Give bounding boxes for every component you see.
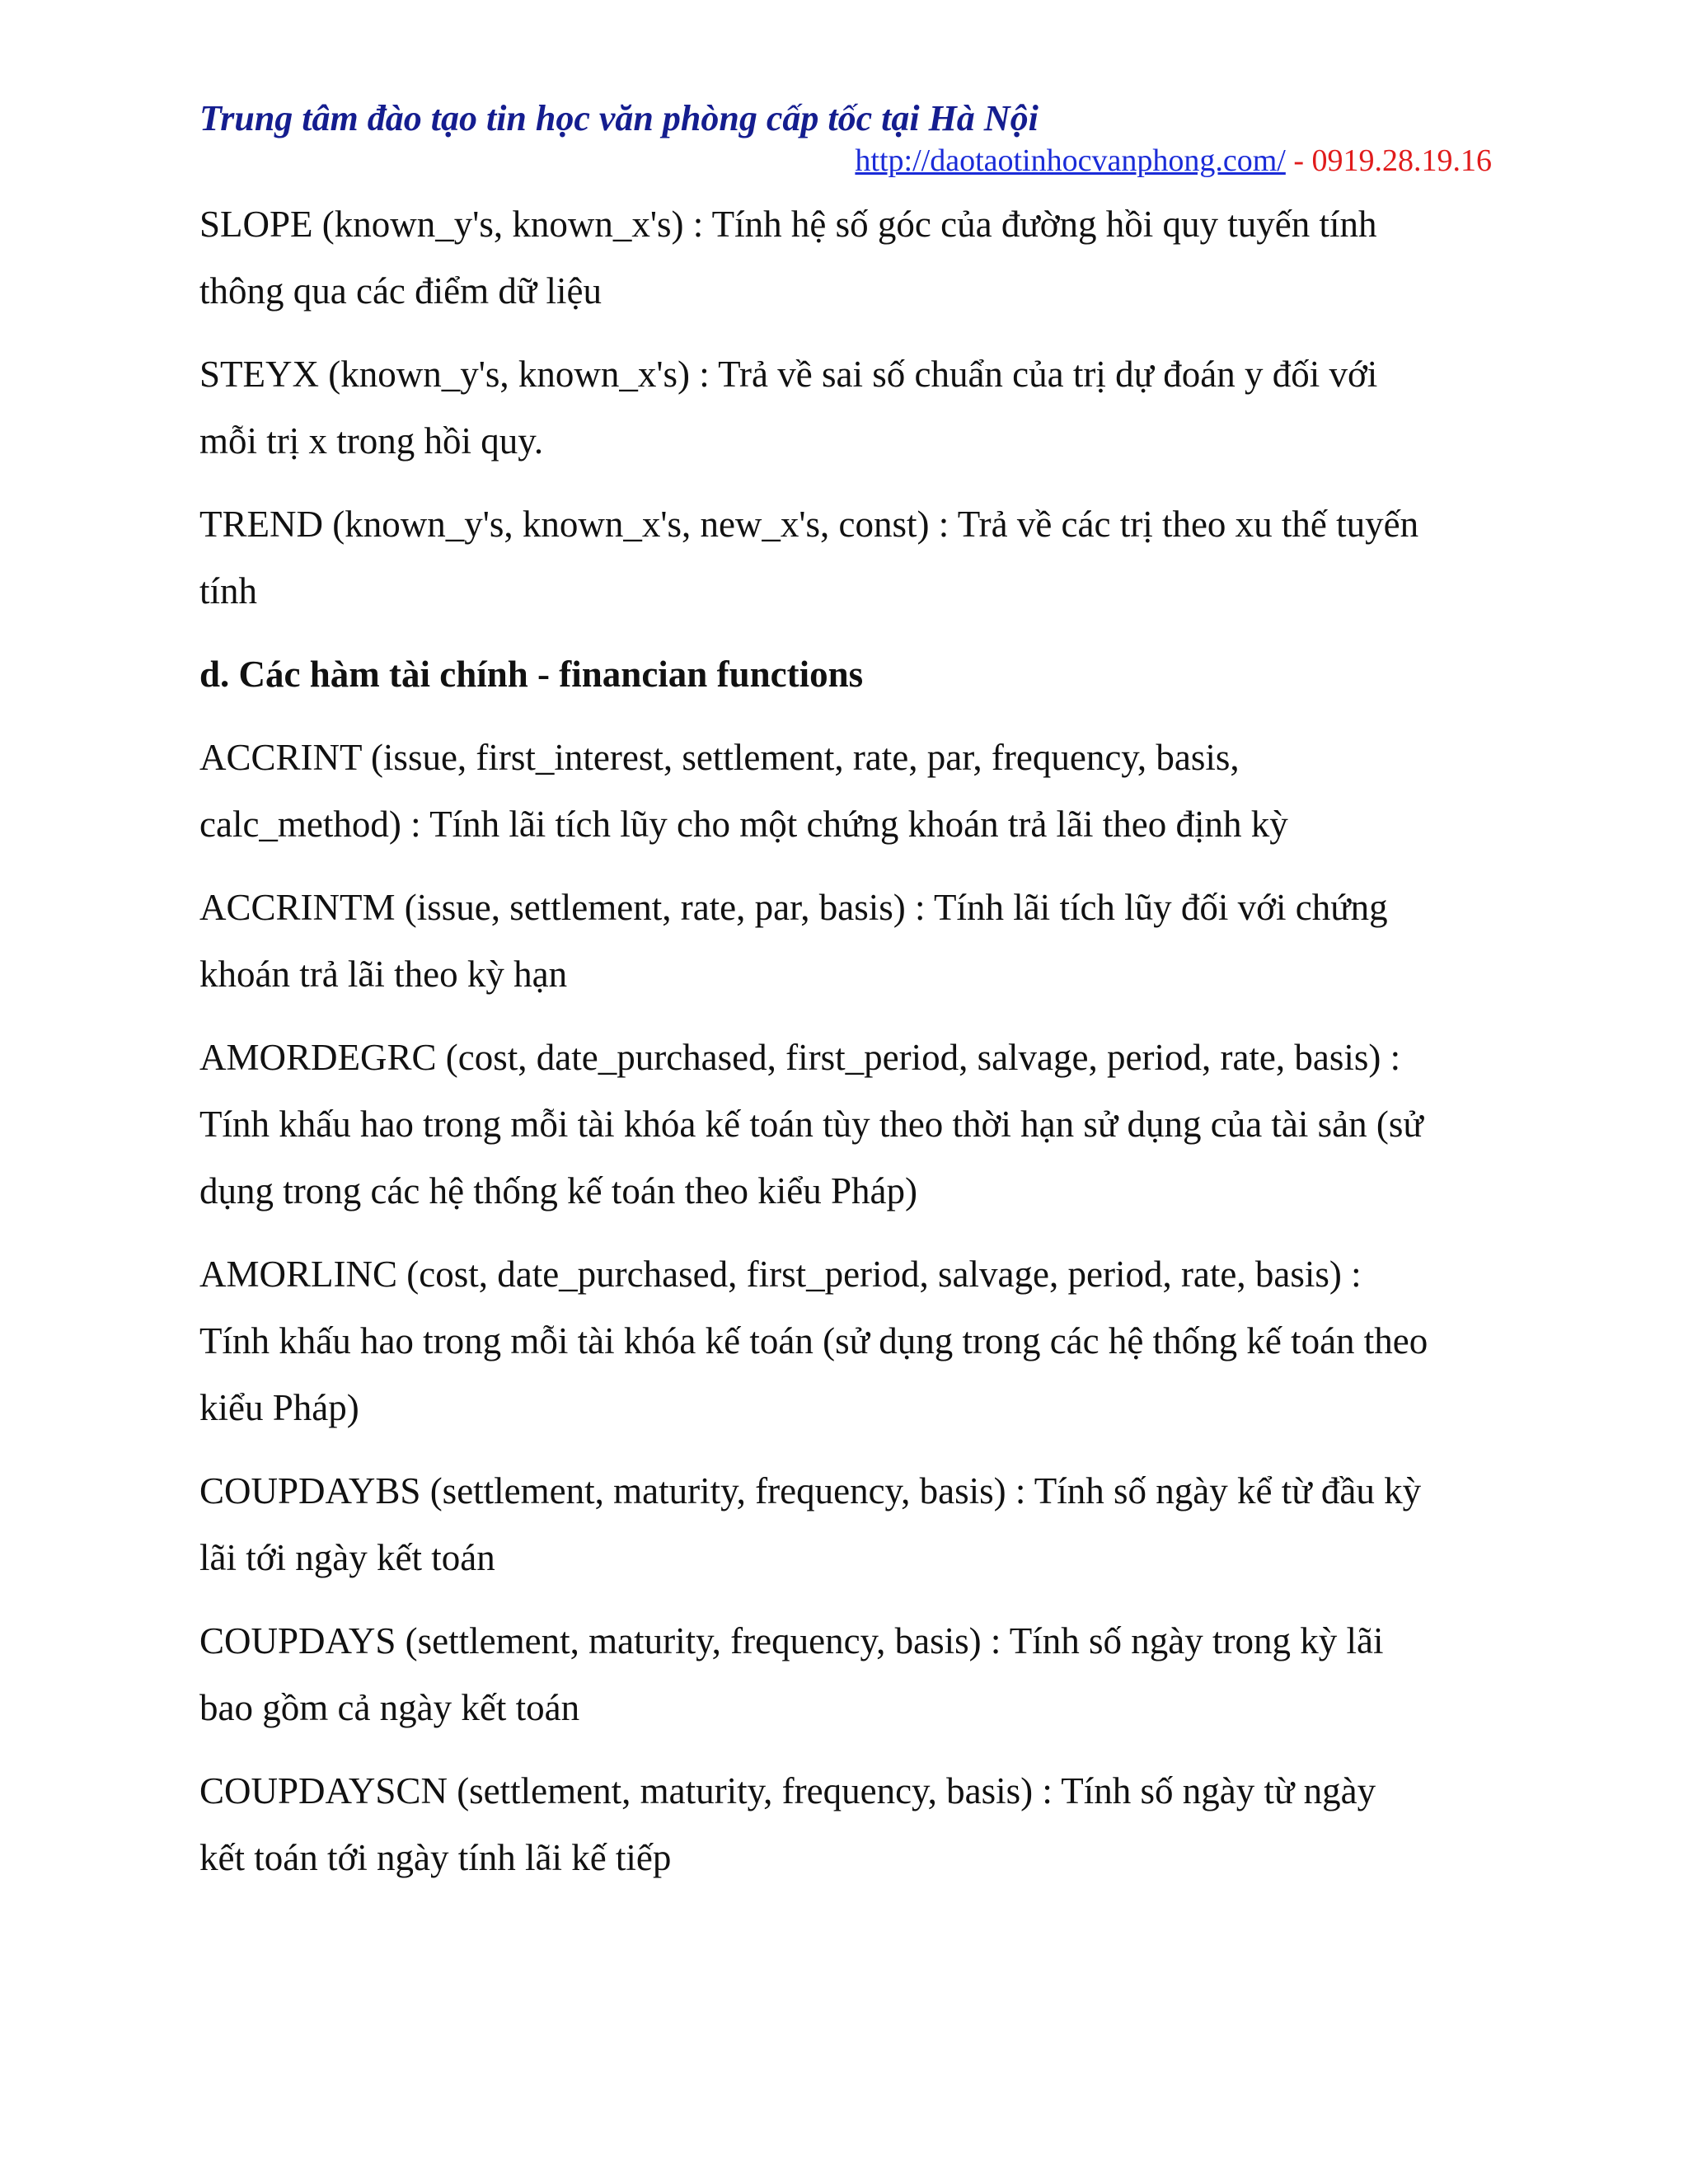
- text-line: ACCRINT (issue, first_interest, settlement, rate, par, frequency, basis,: [199, 737, 1240, 778]
- text-line: kết toán tới ngày tính lãi kế tiếp: [199, 1837, 672, 1878]
- text-line: Tính khấu hao trong mỗi tài khóa kế toán (sử dụng trong các hệ thống kế toán theo: [199, 1320, 1428, 1361]
- header-contact: [199, 140, 1492, 181]
- text-line: COUPDAYSCN (settlement, maturity, frequency, basis) : Tính số ngày từ ngày: [199, 1770, 1376, 1811]
- function-entry: [199, 1241, 1485, 1441]
- text-line: AMORDEGRC (cost, date_purchased, first_period, salvage, period, rate, basis) :: [199, 1037, 1401, 1078]
- text-line: calc_method) : Tính lãi tích lũy cho một chứng khoán trả lãi theo định kỳ: [199, 804, 1288, 845]
- text-line: thông qua các điểm dữ liệu: [199, 270, 602, 312]
- text-line: khoán trả lãi theo kỳ hạn: [199, 954, 568, 995]
- text-line: ACCRINTM (issue, settlement, rate, par, basis) : Tính lãi tích lũy đối với chứng: [199, 887, 1388, 928]
- header-title: Trung tâm đào tạo tin học văn phòng cấp tốc tại Hà Nội: [199, 98, 1039, 138]
- function-entry: [199, 1608, 1485, 1741]
- document-body: [199, 191, 1485, 1908]
- function-entry: [199, 724, 1485, 858]
- function-entry: [199, 1024, 1485, 1225]
- text-line: mỗi trị x trong hồi quy.: [199, 420, 544, 462]
- function-entry: [199, 1458, 1485, 1591]
- page-header: [199, 92, 1492, 181]
- text-line: bao gồm cả ngày kết toán: [199, 1687, 580, 1728]
- text-line: tính: [199, 570, 258, 612]
- function-entry: [199, 874, 1485, 1008]
- text-line: STEYX (known_y's, known_x's) : Trả về sai số chuẩn của trị dự đoán y đối với: [199, 354, 1378, 395]
- function-entry: [199, 1758, 1485, 1891]
- text-line: COUPDAYS (settlement, maturity, frequency, basis) : Tính số ngày trong kỳ lãi: [199, 1620, 1384, 1661]
- function-entry: [199, 191, 1485, 325]
- header-separator: -: [1285, 143, 1312, 178]
- section-heading: d. Các hàm tài chính - financian functions: [199, 654, 864, 695]
- text-line: SLOPE (known_y's, known_x's) : Tính hệ số góc của đường hồi quy tuyến tính: [199, 204, 1377, 245]
- text-line: dụng trong các hệ thống kế toán theo kiểu Pháp): [199, 1170, 918, 1212]
- function-entry: [199, 491, 1485, 625]
- phone-number: 0919.28.19.16: [1311, 143, 1492, 178]
- text-line: AMORLINC (cost, date_purchased, first_period, salvage, period, rate, basis) :: [199, 1254, 1362, 1295]
- text-line: TREND (known_y's, known_x's, new_x's, const) : Trả về các trị theo xu thế tuyến: [199, 504, 1419, 545]
- text-line: Tính khấu hao trong mỗi tài khóa kế toán tùy theo thời hạn sử dụng của tài sản (sử: [199, 1104, 1423, 1145]
- website-link[interactable]: http://daotaotinhocvanphong.com/: [855, 143, 1286, 178]
- text-line: lãi tới ngày kết toán: [199, 1537, 495, 1578]
- text-line: COUPDAYBS (settlement, maturity, frequency, basis) : Tính số ngày kể từ đầu kỳ: [199, 1470, 1422, 1511]
- text-line: kiểu Pháp): [199, 1387, 359, 1428]
- function-entry: [199, 341, 1485, 475]
